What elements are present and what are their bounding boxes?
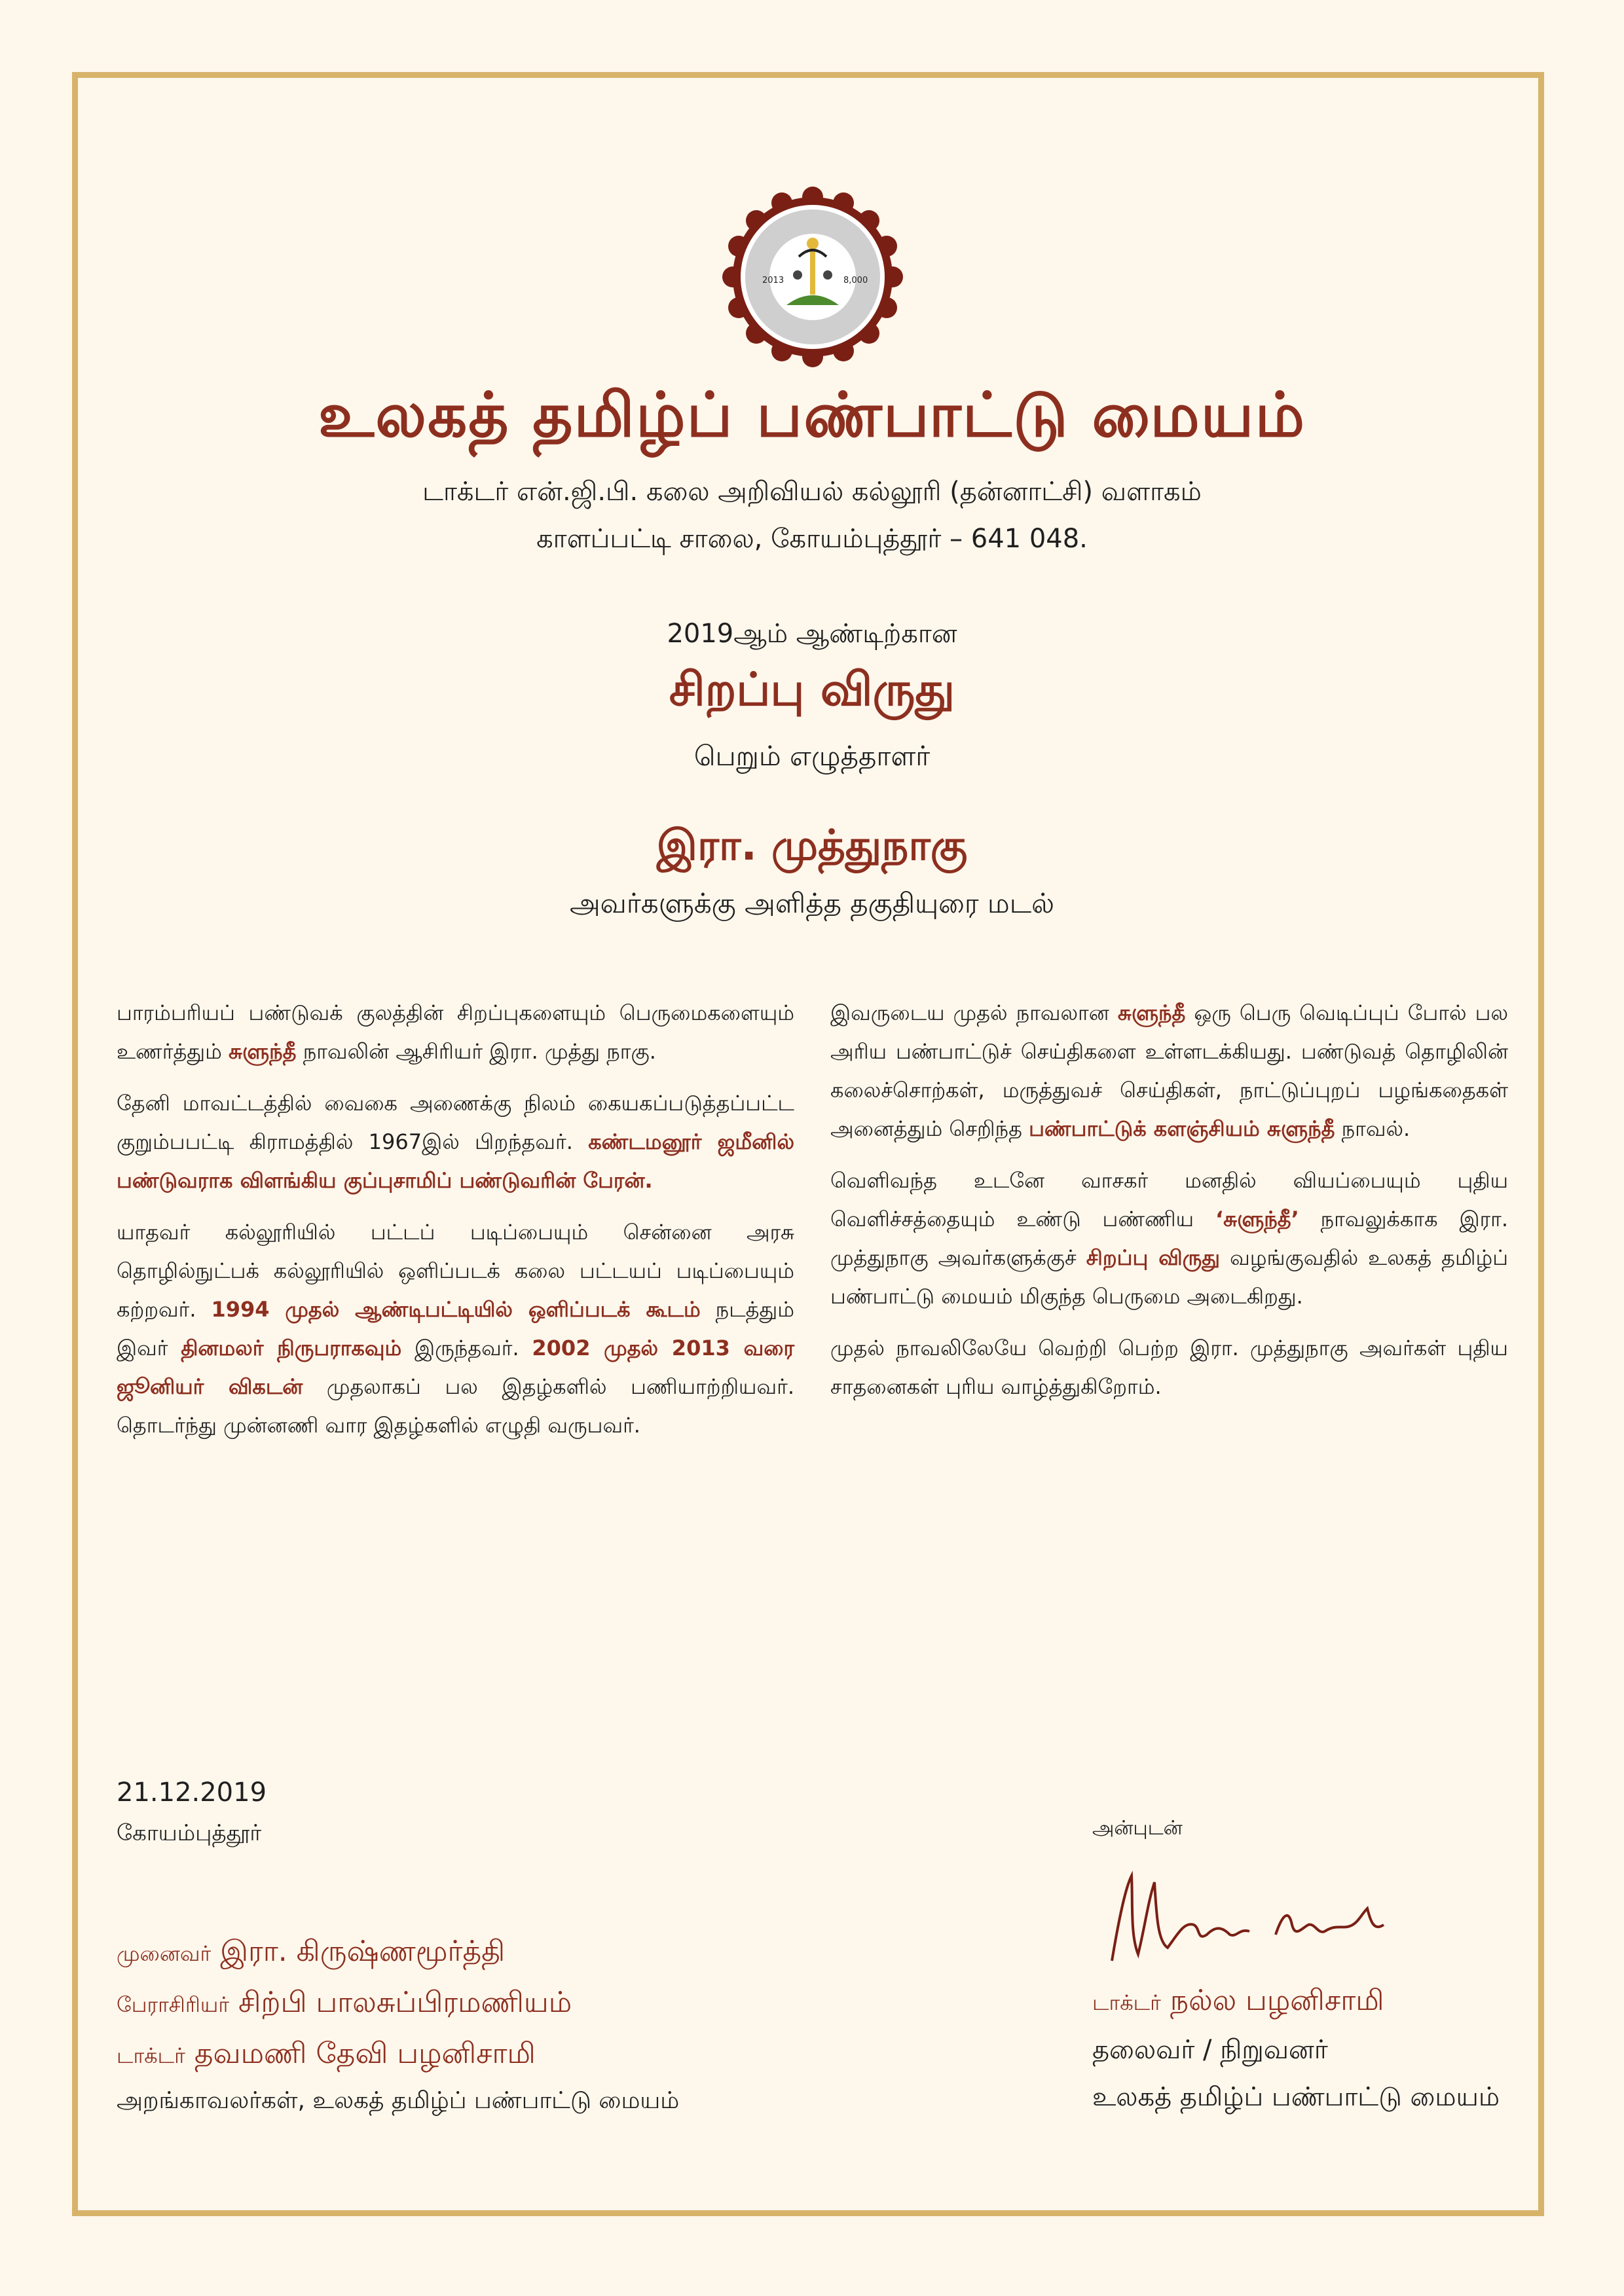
signer-organization: உலகத் தமிழ்ப் பண்பாட்டு மையம்: [1092, 2082, 1500, 2112]
trustees-organization: அறங்காவலர்கள், உலகத் தமிழ்ப் பண்பாட்டு மையம்: [117, 2087, 680, 2114]
handwritten-signature: [1092, 1863, 1400, 1974]
award-name: சிறப்பு விருது: [669, 663, 955, 716]
body-right-column: [830, 994, 1508, 1419]
trustee-3: டாக்டர் தவமணி தேவி பழனிசாமி: [117, 2037, 536, 2070]
signer-name: டாக்டர் நல்ல பழனிசாமி: [1092, 1984, 1384, 2017]
award-year: 2019ஆம் ஆண்டிற்கான: [667, 619, 957, 649]
right-paragraph-2: வெளிவந்த உடனே வாசகர் மனதில் வியப்பையும் புதிய வெளிச்சத்தையும் உண்டு பண்ணிய ‘சுளுந்தீ’ நாவலுக்காக இரா. முத்துநாகு அவர்களுக்குச் சிறப்பு விருது வழங்குவதில் உலகத் தமிழ்ப் பண்பாட்டு மையம் மிகுந்த பெருமை அடைகிறது.: [830, 1168, 1509, 1309]
body-left-column: [117, 994, 794, 1458]
recipient-name: இரா. முத்துநாகு: [656, 822, 968, 870]
signer-role: தலைவர் / நிறுவனர்: [1092, 2035, 1328, 2065]
seal-emblem-icon: [719, 183, 906, 371]
logo-right-year: 8,000: [843, 276, 868, 285]
left-paragraph-2: தேனி மாவட்டத்தில் வைகை அணைக்கு நிலம் கையகப்படுத்தப்பட்ட குறும்பபட்டி கிராமத்தில் 1967இல் பிறந்தவர். கண்டமனூர் ஜமீனில் பண்டுவராக விளங்கிய குப்புசாமிப் பண்டுவரின் பேரன்.: [117, 1091, 795, 1193]
regards-text: அன்புடன்: [1092, 1817, 1183, 1840]
trustee-1: முனைவர் இரா. கிருஷ்ணமூர்த்தி: [117, 1935, 506, 1968]
recipient-role: பெறும் எழுத்தாளர்: [693, 740, 931, 772]
right-paragraph-1: இவருடைய முதல் நாவலான சுளுந்தீ ஒரு பெரு வெடிப்புப் போல் பல அரிய பண்பாட்டுச் செய்திகளை உள்ளடக்கியது. பண்டுவத் தொழிலின் கலைச்சொற்கள், மருத்துவச் செய்திகள், நாட்டுப்புறப் பழங்கதைகள் அனைத்தும் செறிந்த பண்பாட்டுக் களஞ்சியம் சுளுந்தீ நாவல்.: [830, 1000, 1509, 1141]
citation-label: அவர்களுக்கு அளித்த தகுதியுரை மடல்: [569, 887, 1055, 919]
address-line-1: டாக்டர் என்.ஜி.பி. கலை அறிவியல் கல்லூரி (தன்னாட்சி) வளாகம்: [422, 477, 1202, 507]
left-paragraph-1: பாரம்பரியப் பண்டுவக் குலத்தின் சிறப்புகளையும் பெருமைகளையும் உணர்த்தும் சுளுந்தீ நாவலின் ஆசிரியர் இரா. முத்து நாகு.: [117, 1000, 794, 1064]
trustee-2: பேராசிரியர் சிற்பி பாலசுப்பிரமணியம்: [117, 1986, 572, 2019]
address-line-2: காளப்பட்டி சாலை, கோயம்புத்தூர் – 641 048.: [536, 524, 1088, 554]
right-paragraph-3: முதல் நாவலிலேயே வெற்றி பெற்ற இரா. முத்துநாகு அவர்கள் புதிய சாதனைகள் புரிய வாழ்த்துகிறோம்.: [830, 1336, 1508, 1399]
left-paragraph-3: யாதவர் கல்லூரியில் பட்டப் படிப்பையும் சென்னை அரசு தொழில்நுட்பக் கல்லூரியில் ஒளிப்படக் கலை பட்டயப் படிப்பையும் கற்றவர். 1994 முதல் ஆண்டிபட்டியில் ஒளிப்படக் கூடம் நடத்தும் இவர் தினமலர் நிருபராகவும் இருந்தவர். 2002 முதல் 2013 வரை ஜூனியர் விகடன் முதலாகப் பல இதழ்களில் பணியாற்றியவர். தொடர்ந்து முன்னணி வார இதழ்களில் எழுதி வருபவர்.: [117, 1220, 795, 1438]
issue-place: கோயம்புத்தூர்: [117, 1820, 262, 1846]
logo-left-year: 2013: [762, 276, 784, 285]
organization-title: உலகத் தமிழ்ப் பண்பாட்டு மையம்: [318, 380, 1306, 451]
issue-date: 21.12.2019: [117, 1777, 267, 1808]
